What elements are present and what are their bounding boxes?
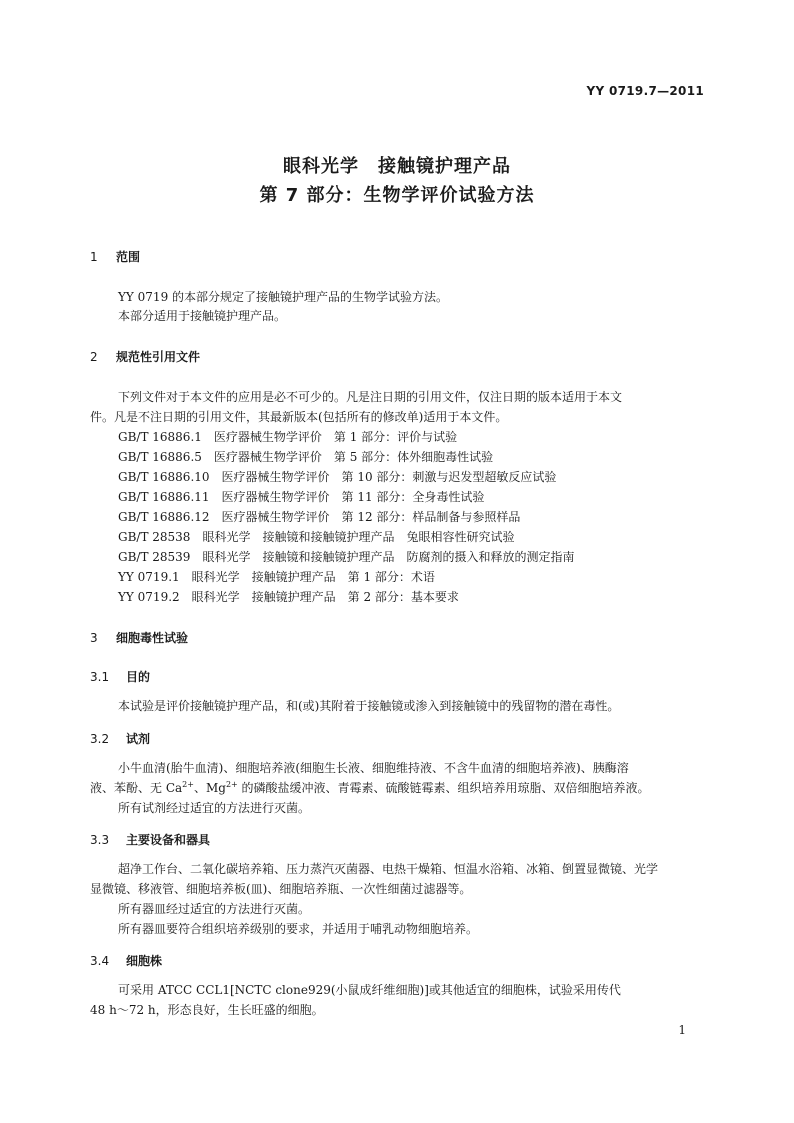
paragraph: 48 h～72 h，形态良好，生长旺盛的细胞。 <box>90 1003 324 1017</box>
section-number: 3.2 <box>90 732 110 746</box>
superscript: 2+ <box>225 780 238 789</box>
subsection-heading-equipment <box>90 831 210 848</box>
paragraph: 所有器皿要符合组织培养级别的要求，并适用于哺乳动物细胞培养。 <box>118 922 479 936</box>
reference-item: GB/T 16886.5 医疗器械生物学评价 第 5 部分：体外细胞毒性试验 <box>118 450 494 464</box>
page-number: 1 <box>678 1023 686 1037</box>
section-title: 细胞株 <box>126 954 163 968</box>
section-title: 主要设备和器具 <box>126 833 211 847</box>
subsection-heading-reagents <box>90 730 150 747</box>
subsection-heading-purpose <box>90 668 150 685</box>
paragraph: 所有器皿经过适宜的方法进行灭菌。 <box>118 902 311 916</box>
reference-item: GB/T 16886.10 医疗器械生物学评价 第 10 部分：刺激与迟发型超敏反应试验 <box>118 470 557 484</box>
subsection-heading-cell-line <box>90 952 162 969</box>
section-heading-cytotoxicity <box>90 629 188 646</box>
reference-item: GB/T 16886.11 医疗器械生物学评价 第 11 部分：全身毒性试验 <box>118 490 485 504</box>
paragraph: 本部分适用于接触镜护理产品。 <box>118 309 287 323</box>
section-number: 3 <box>90 631 98 645</box>
section-number: 3.3 <box>90 833 110 847</box>
reference-item: YY 0719.1 眼科光学 接触镜护理产品 第 1 部分：术语 <box>118 570 435 584</box>
paragraph: YY 0719 的本部分规定了接触镜护理产品的生物学试验方法。 <box>118 290 449 304</box>
paragraph: 件。凡是不注日期的引用文件，其最新版本(包括所有的修改单)适用于本文件。 <box>90 410 508 424</box>
text-fragment: 的磷酸盐缓冲液、青霉素、硫酸链霉素、组织培养用琼脂、双倍细胞培养液。 <box>237 781 650 795</box>
paragraph: 所有试剂经过适宜的方法进行灭菌。 <box>118 801 311 815</box>
paragraph: 小牛血清(胎牛血清)、细胞培养液(细胞生长液、细胞维持液、不含牛血清的细胞培养液)、胰酶溶 <box>118 761 629 775</box>
text-fragment: 液、苯酚、无 Ca <box>90 781 183 795</box>
section-number: 3.4 <box>90 954 110 968</box>
section-number: 1 <box>90 250 98 264</box>
section-title: 目的 <box>126 670 151 684</box>
paragraph: 本试验是评价接触镜护理产品，和(或)其附着于接触镜或渗入到接触镜中的残留物的潜在毒性。 <box>118 699 620 713</box>
paragraph: 超净工作台、二氧化碳培养箱、压力蒸汽灭菌器、电热干燥箱、恒温水浴箱、冰箱、倒置显微镜、光学 <box>118 862 659 876</box>
paragraph: 可采用 ATCC CCL1[NCTC clone929(小鼠成纤维细胞)]或其他适宜的细胞株，试验采用传代 <box>118 983 621 997</box>
section-heading-normative-references <box>90 348 200 365</box>
section-title: 试剂 <box>126 732 151 746</box>
section-title: 范围 <box>116 250 141 264</box>
document-title-line-2: 第 7 部分：生物学评价试验方法 <box>259 185 535 206</box>
section-title: 细胞毒性试验 <box>116 631 189 645</box>
paragraph: 下列文件对于本文件的应用是必不可少的。凡是注日期的引用文件，仅注日期的版本适用于本文 <box>118 390 623 404</box>
reference-item: GB/T 28538 眼科光学 接触镜和接触镜护理产品 兔眼相容性研究试验 <box>118 530 515 544</box>
section-heading-scope <box>90 248 140 265</box>
paragraph <box>90 778 704 798</box>
superscript: 2+ <box>182 780 194 789</box>
reference-item: GB/T 16886.1 医疗器械生物学评价 第 1 部分：评价与试验 <box>118 430 458 444</box>
document-title-line-1: 眼科光学 接触镜护理产品 <box>283 156 511 177</box>
section-number: 3.1 <box>90 670 110 684</box>
paragraph: 显微镜、移液管、细胞培养板(皿)、细胞培养瓶、一次性细菌过滤器等。 <box>90 882 472 896</box>
reference-item: GB/T 28539 眼科光学 接触镜和接触镜护理产品 防腐剂的摄入和释放的测定指南 <box>118 550 575 564</box>
reference-item: GB/T 16886.12 医疗器械生物学评价 第 12 部分：样品制备与参照样品 <box>118 510 521 524</box>
standard-code: YY 0719.7—2011 <box>586 84 704 98</box>
section-title: 规范性引用文件 <box>116 350 201 364</box>
section-number: 2 <box>90 350 98 364</box>
reference-item: YY 0719.2 眼科光学 接触镜护理产品 第 2 部分：基本要求 <box>118 590 459 604</box>
text-fragment: 、Mg <box>193 781 226 795</box>
